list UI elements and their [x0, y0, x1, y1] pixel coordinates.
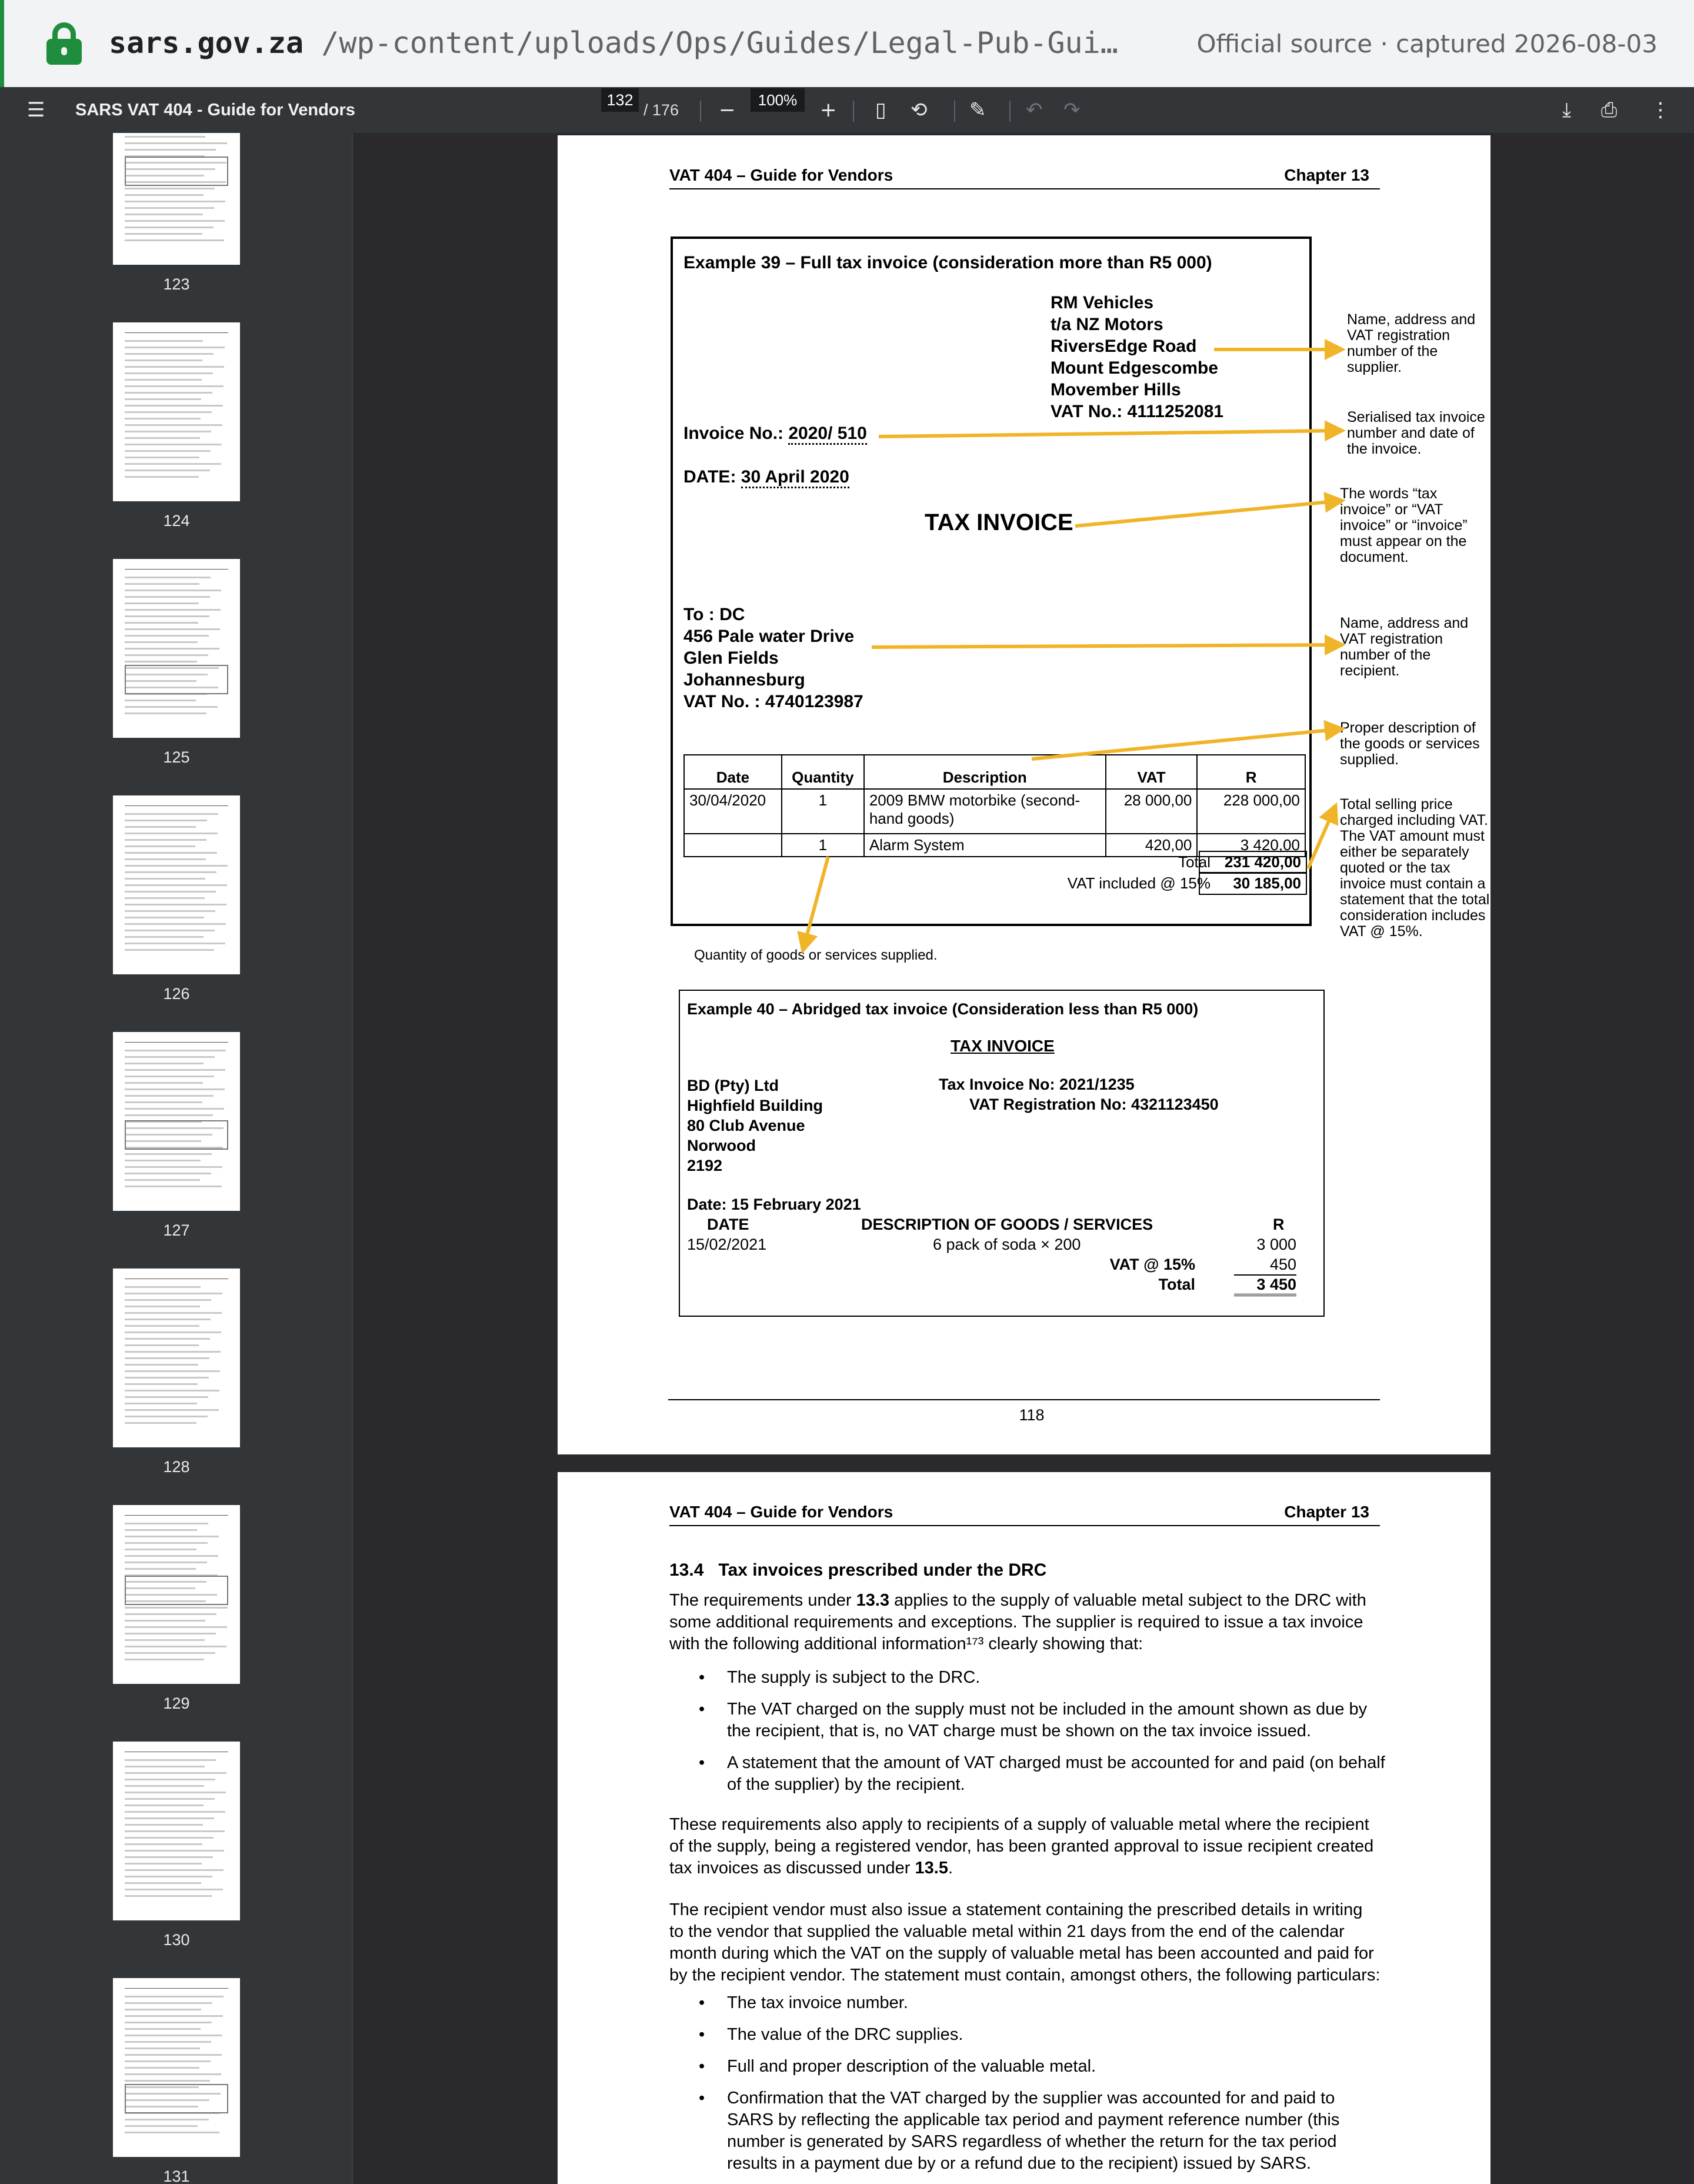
rotate-icon[interactable]: ⟲	[911, 98, 928, 122]
bullet-line: A statement that the amount of VAT charged must be accounted for and paid (on behalf	[727, 1753, 1385, 1772]
zoom-input[interactable]: 100%	[751, 88, 805, 112]
quantity-note: Quantity of goods or services supplied.	[694, 947, 938, 963]
toolbar-divider	[1009, 101, 1011, 122]
example-40-col-description: DESCRIPTION OF GOODS / SERVICES	[861, 1216, 1153, 1233]
total-label: Total	[1178, 853, 1211, 871]
thumbnail-label: 125	[163, 748, 190, 766]
annotation-tax-invoice-words: The words “tax invoice” or “VAT invoice” or “invoice” must appear on the document.	[1340, 485, 1468, 565]
annotation-description: Proper description of the goods or services supplied.	[1340, 720, 1480, 768]
recipient-line: To : DC	[683, 605, 745, 624]
page-number: 118	[1019, 1406, 1045, 1424]
bullet-marker: •	[699, 1753, 705, 1772]
example-40-supplier-line: BD (Pty) Ltd	[687, 1077, 779, 1094]
body-line: These requirements also apply to recipients of a supply of valuable metal where the recipient	[669, 1815, 1369, 1834]
footer-rule	[668, 1399, 1380, 1400]
thumbnail-label: 124	[163, 512, 190, 530]
body-line: to the vendor that supplied the valuable metal within 21 days from the end of the calendar	[669, 1922, 1345, 1941]
bullet-line: Full and proper description of the valuable metal.	[727, 2057, 1096, 2076]
header-right: Chapter 13	[1284, 1503, 1369, 1521]
header-right: Chapter 13	[1284, 166, 1369, 184]
page-header	[669, 1503, 1380, 1526]
example-40-tax-invoice: TAX INVOICE	[951, 1037, 1055, 1055]
body-line: with the following additional information¹⁷³ clearly showing that:	[669, 1634, 1143, 1653]
example-40-invoice-no: Tax Invoice No: 2021/1235	[939, 1076, 1135, 1093]
print-icon[interactable]: ⎙	[1601, 98, 1618, 122]
capture-note: Official source · captured 2026-08-03	[1196, 29, 1658, 58]
vat-included-label: VAT included @ 15%	[1067, 874, 1211, 892]
url-text[interactable]	[109, 26, 1118, 60]
redo-icon[interactable]: ↷	[1063, 98, 1081, 122]
page-thumbnail[interactable]	[113, 559, 240, 738]
more-icon[interactable]: ⋮	[1650, 98, 1670, 122]
fit-page-icon[interactable]: ▯	[875, 98, 886, 122]
bullet-marker: •	[699, 1700, 705, 1719]
url-path: /wp-content/uploads/Ops/Guides/Legal-Pub-Gui…	[321, 26, 1118, 60]
table-cell: 2009 BMW motorbike (second-hand goods)	[864, 789, 1106, 834]
example-40-supplier-line: 2192	[687, 1157, 723, 1174]
bullet-text	[727, 2056, 1096, 2078]
pdf-page-118	[558, 135, 1490, 1454]
annotation-recipient: Name, address and VAT registration number of the recipient.	[1340, 615, 1469, 679]
invoice-number-value: 2020/ 510	[788, 424, 866, 445]
example-40-supplier-line: 80 Club Avenue	[687, 1117, 805, 1134]
header-left: VAT 404 – Guide for Vendors	[669, 166, 893, 184]
annotation-supplier: Name, address and VAT registration number of the supplier.	[1347, 311, 1476, 375]
header-left: VAT 404 – Guide for Vendors	[669, 1503, 893, 1521]
pdf-page-119	[558, 1472, 1490, 2184]
bullet-line: of the supplier) by the recipient.	[727, 1775, 965, 1794]
table-cell: 1	[782, 834, 864, 857]
arrow-invoice-number	[879, 431, 1335, 437]
example-40-total-value: 3 450	[1234, 1274, 1296, 1296]
recipient-line: 456 Pale water Drive	[683, 627, 855, 646]
tax-invoice-heading: TAX INVOICE	[925, 510, 1073, 535]
annotate-icon[interactable]: ✎	[969, 98, 986, 122]
thumbnail-label: 131	[163, 2168, 190, 2184]
toolbar-divider	[700, 101, 701, 122]
page-total: / 176	[643, 101, 679, 119]
bullet-text	[727, 1992, 908, 2014]
table-cell: 3 420,00	[1197, 834, 1305, 857]
bullet-line: number is generated by SARS regardless of whether the return for the tax period	[727, 2132, 1337, 2151]
body-line: some additional requirements and exceptions. The supplier is required to issue a tax invoice	[669, 1613, 1363, 1632]
bullet-line: Confirmation that the VAT charged by the supplier was accounted for and paid to	[727, 2089, 1335, 2108]
example-40-supplier	[687, 1076, 823, 1176]
arrow-recipient	[872, 645, 1335, 647]
page-thumbnail[interactable]	[113, 1032, 240, 1211]
bullet-line: results in a payment due by or a refund due to the recipient) issued by SARS.	[727, 2154, 1311, 2173]
zoom-out-icon[interactable]: −	[719, 98, 736, 122]
supplier-line: VAT No.: 4111252081	[1051, 402, 1224, 421]
url-domain: sars.gov.za	[109, 26, 304, 60]
recipient-line: Glen Fields	[683, 648, 779, 668]
address-bar	[0, 0, 1694, 87]
example-40-vat-value: 450	[1269, 1256, 1296, 1273]
menu-icon[interactable]: ☰	[27, 98, 45, 122]
example-40-supplier-line: Norwood	[687, 1137, 756, 1154]
example-40-total-label: Total	[1158, 1276, 1195, 1293]
zoom-in-icon[interactable]: +	[820, 98, 837, 122]
table-header-cell: Quantity	[782, 755, 864, 789]
example-40-supplier-line: Highfield Building	[687, 1097, 823, 1114]
body-line: of the supply, being a registered vendor, has been granted approval to issue recipient created	[669, 1837, 1374, 1856]
example-40-row-amount: 3 000	[1256, 1236, 1296, 1253]
supplier-line: RiversEdge Road	[1051, 337, 1197, 356]
supplier-line: t/a NZ Motors	[1051, 315, 1163, 334]
lock-icon[interactable]	[46, 22, 82, 65]
bullet-item	[699, 1752, 1385, 1796]
bullet-item	[699, 1667, 1369, 1689]
table-header-cell: Date	[684, 755, 782, 789]
invoice-date-label: DATE:	[683, 467, 741, 487]
bullet-marker: •	[699, 1993, 705, 2012]
invoice-number-label: Invoice No.:	[683, 424, 789, 443]
page-thumbnail[interactable]	[113, 1269, 240, 1447]
bullet-item	[699, 2056, 1369, 2078]
bullet-line: The tax invoice number.	[727, 1993, 908, 2012]
vat-included-value: 30 185,00	[1199, 872, 1307, 895]
page-thumbnail[interactable]	[113, 1978, 240, 2157]
bullet-line: SARS by reflecting the applicable tax period and payment reference number (this	[727, 2110, 1340, 2129]
table-cell: 228 000,00	[1197, 789, 1305, 834]
body-line: The requirements under 13.3 applies to the supply of valuable metal subject to the DRC with	[669, 1591, 1366, 1610]
thumbnail-label: 126	[163, 985, 190, 1003]
body-line: The recipient vendor must also issue a statement containing the prescribed details in writing	[669, 1900, 1363, 1919]
section-number: 13.4	[669, 1560, 704, 1580]
toolbar-divider	[954, 101, 955, 122]
bullet-line: the recipient, that is, no VAT charge must be shown on the tax invoice issued.	[727, 1722, 1311, 1740]
bullet-marker: •	[699, 2089, 705, 2108]
bullet-text	[727, 1667, 980, 1689]
bullet-text	[727, 2088, 1339, 2175]
thumbnail-label: 123	[163, 275, 190, 293]
bullet-marker: •	[699, 2025, 705, 2044]
bullet-text	[727, 1752, 1385, 1796]
page-thumbnail[interactable]	[113, 1742, 240, 1920]
download-icon[interactable]: ⤓	[1562, 98, 1572, 122]
page-number-input[interactable]: 132	[601, 88, 639, 112]
body-line: month during which the VAT on the supply of valuable metal has been accounted and paid for	[669, 1944, 1374, 1963]
example-40-col-r: R	[1273, 1216, 1285, 1233]
table-header-cell: Description	[864, 755, 1106, 789]
bullet-marker: •	[699, 2057, 705, 2076]
annotation-invoice-number: Serialised tax invoice number and date of the invoice.	[1347, 409, 1485, 457]
section-heading	[669, 1560, 1046, 1580]
toolbar-divider	[853, 101, 854, 122]
arrow-description	[1032, 730, 1335, 759]
example-40-vat-reg: VAT Registration No: 4321123450	[969, 1096, 1219, 1113]
bullet-item	[699, 1992, 1369, 2014]
thumbnail-sidebar[interactable]	[0, 133, 353, 2184]
table-cell: 420,00	[1106, 834, 1198, 857]
table-header-cell: VAT	[1106, 755, 1198, 789]
example-40-col-date: DATE	[707, 1216, 749, 1233]
thumbnail-label: 130	[163, 1931, 190, 1949]
bullet-item	[699, 2024, 1369, 2046]
bullet-text	[727, 2024, 963, 2046]
arrow-total	[1308, 812, 1333, 868]
total-value: 231 420,00	[1199, 851, 1307, 874]
undo-icon[interactable]: ↶	[1026, 98, 1043, 122]
recipient-line: VAT No. : 4740123987	[683, 692, 863, 711]
page-thumbnail[interactable]	[113, 133, 240, 265]
page-thumbnail[interactable]	[113, 795, 240, 974]
body-line: by the recipient vendor. The statement must contain, amongst others, the following particulars:	[669, 1966, 1380, 1985]
table-cell: 28 000,00	[1106, 789, 1198, 834]
bullet-marker: •	[699, 1668, 705, 1687]
thumbnail-label: 128	[163, 1458, 190, 1476]
supplier-line: Mount Edgescombe	[1051, 358, 1219, 378]
page-thumbnail[interactable]	[113, 1505, 240, 1684]
example-40-row-date: 15/02/2021	[687, 1236, 767, 1253]
bullet-item	[699, 2088, 1369, 2175]
annotation-total-price: Total selling price charged including VAT. The VAT amount must either be separately quoted or the tax invoice must contain a statement that the total consideration includes VAT @ 15%.	[1340, 796, 1490, 940]
table-cell: Alarm System	[864, 834, 1106, 857]
section-title: Tax invoices prescribed under the DRC	[718, 1560, 1047, 1580]
body-line: tax invoices as discussed under 13.5.	[669, 1859, 953, 1877]
table-cell: 1	[782, 789, 864, 834]
example-40-row-description: 6 pack of soda × 200	[933, 1236, 1081, 1253]
invoice-date-value: 30 April 2020	[741, 467, 849, 488]
thumbnail-label: 127	[163, 1221, 190, 1239]
table-header-cell: R	[1197, 755, 1305, 789]
supplier-line: RM Vehicles	[1051, 293, 1154, 312]
page-thumbnail[interactable]	[113, 322, 240, 501]
bullet-line: The supply is subject to the DRC.	[727, 1668, 981, 1687]
recipient-line: Johannesburg	[683, 670, 805, 690]
bullet-line: The value of the DRC supplies.	[727, 2025, 963, 2044]
arrow-tax-invoice	[1075, 501, 1335, 526]
bullet-line: The VAT charged on the supply must not be included in the amount shown as due by	[727, 1700, 1368, 1719]
supplier-line: Movember Hills	[1051, 380, 1181, 399]
document-title: SARS VAT 404 - Guide for Vendors	[75, 101, 355, 119]
example-40-date: Date: 15 February 2021	[687, 1196, 861, 1213]
pdf-toolbar	[0, 87, 1694, 133]
example-40-vat-label: VAT @ 15%	[1109, 1256, 1195, 1273]
bullet-item	[699, 1699, 1369, 1742]
table-cell: 30/04/2020	[684, 789, 782, 834]
example-40-title: Example 40 – Abridged tax invoice (Consideration less than R5 000)	[687, 1000, 1199, 1018]
example-39-title: Example 39 – Full tax invoice (consideration more than R5 000)	[683, 253, 1212, 272]
thumbnail-label: 129	[163, 1694, 190, 1712]
arrow-quantity	[805, 857, 828, 944]
bullet-text	[727, 1699, 1367, 1742]
